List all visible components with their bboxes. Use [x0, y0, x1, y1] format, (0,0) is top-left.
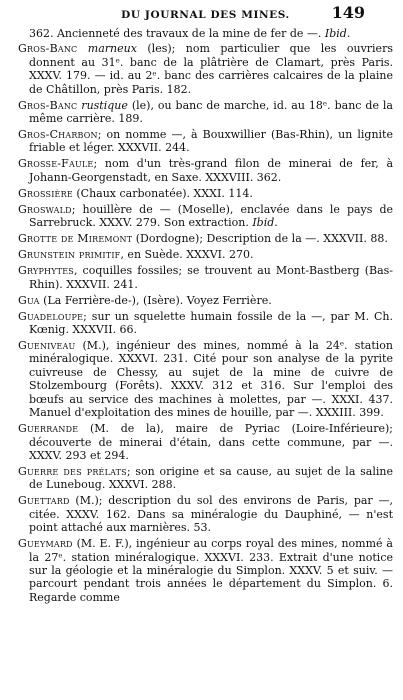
entry-headword: Grunstein primitif — [18, 248, 121, 262]
page-number: 149 — [331, 3, 365, 22]
index-entry: Grunstein primitif, en Suède. XXXVI. 270. — [18, 248, 254, 262]
index-entry: Grosse-Faule; nom d'un très-grand filon de minerai de fer, à Johann-Georgenstadt, en Saxe. XXXVIII. 362. — [18, 157, 393, 184]
entry-headword: Gueniveau — [18, 339, 76, 353]
entry-headword: Grossière — [18, 186, 73, 200]
entry-headword: Grotte de Miremont — [18, 232, 133, 246]
index-entry: Guettard (M.); description du sol des environs de Paris, par —, citée. XXXV. 162. Dans sa minéralogie du Dauphiné, — n'est point attaché aux marnières. 53. — [18, 494, 393, 535]
entry-headword: Gua — [18, 293, 40, 307]
entry-headword: Groswald — [18, 202, 72, 216]
index-entry: Guerrande (M. de la), maire de Pyriac (Loire-Inférieure); découverte de minerai d'étain, dans cette commune, par —. XXXV. 293 et 294. — [18, 422, 393, 462]
entry-headword: Gros-Banc — [18, 98, 78, 112]
entry-headword: Gryphytes — [18, 264, 74, 278]
running-title: DU JOURNAL DES MINES. — [121, 9, 290, 21]
index-entry: Groswald; houillère de — (Moselle), enclavée dans le pays de Sarrebruck. XXXV. 279. Son extraction. Ibid. — [18, 202, 393, 230]
index-entry: Gros-Banc marneux (les); nom particulier que les ouvriers donnent au 31ᵉ. banc de la plâtrière de Clamart, près Paris. XXXV. 179. — id. au 2ᵉ. banc des carrières calcaires de la plaine de Châtillon, près Paris. 182. — [18, 42, 393, 96]
entry-headword: Gueymard — [18, 537, 73, 551]
entry-headword: Grosse-Faule — [18, 157, 94, 171]
index-entry: Gueniveau (M.), ingénieur des mines, nommé à la 24ᵉ. station minéralogique. XXXVI. 231. Cité pour son analyse de la pyrite cuivreuse de Chessy, au sujet de la mine de cuivre de Stolzembourg (Forêts). XXXV. 312 et 316. Sur l'emploi des bœufs au service des machines à molettes, par —. XXXI. 437. Manuel d'exploitation des mines de houille, par —. XXXIII. 399. — [18, 339, 393, 420]
index-entry: Gryphytes, coquilles fossiles; se trouvent au Mont-Bastberg (Bas-Rhin). XXXVII. 241. — [18, 264, 393, 291]
index-entry: Grossière (Chaux carbonatée). XXXI. 114. — [18, 186, 253, 200]
index-entry: Gros-Banc rustique (le), ou banc de marche, id. au 18ᵉ. banc de la même carrière. 189. — [18, 98, 393, 126]
running-header — [18, 0, 393, 30]
index-entries — [18, 27, 393, 604]
index-entry: Grotte de Miremont (Dordogne); Description de la —. XXXVII. 88. — [18, 232, 388, 246]
entry-headword: Guettard — [18, 494, 70, 508]
index-entry: Gua (La Ferrière-de-), (Isère). Voyez Ferrière. — [18, 293, 272, 307]
index-entry: Guerre des prélats; son origine et sa cause, au sujet de la saline de Luneboug. XXXVI. 288. — [18, 464, 393, 492]
entry-headword: Gros-Charbon — [18, 128, 98, 142]
index-entry: Gueymard (M. E. F.), ingénieur au corps royal des mines, nommé à la 27ᵉ. station minéralogique. XXXVI. 233. Extrait d'une notice sur la géologie et la minéralogie du Simplon. XXXV. 5 et suiv. — parcourt pendant trois années le département du Simplon. 6. Regarde comme — [18, 537, 393, 604]
index-entry: Guadeloupe; sur un squelette humain fossile de la —, par M. Ch. Kœnig. XXXVII. 66. — [18, 309, 393, 337]
entry-headword: Gros-Banc — [18, 42, 78, 56]
index-entry: Gros-Charbon; on nomme —, à Bouxwillier (Bas-Rhin), un lignite friable et léger. XXXVII. 244. — [18, 128, 393, 155]
entry-headword: Guadeloupe — [18, 309, 84, 323]
index-entry: 362. Ancienneté des travaux de la mine de fer de —. Ibid. — [29, 27, 351, 40]
entry-headword: Guerrande — [18, 422, 79, 436]
entry-headword: Guerre des prélats — [18, 464, 127, 478]
